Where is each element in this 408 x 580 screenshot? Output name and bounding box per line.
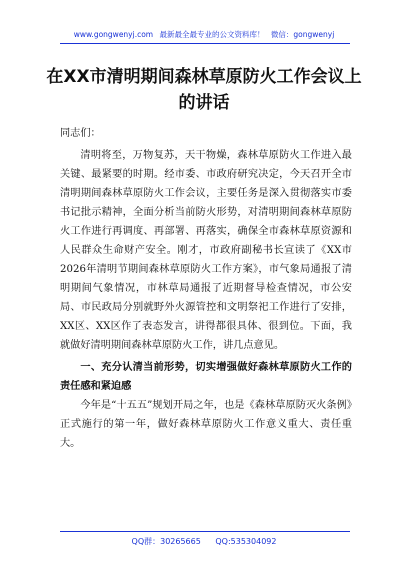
document-body	[60, 124, 352, 453]
header-wechat: 微信：gongwenyj	[270, 30, 335, 39]
footer-qq-group: QQ群：30265665	[131, 537, 201, 546]
header-slogan: 最新最全最专业的公文资料库！	[159, 30, 265, 39]
footer-qq: QQ:535304092	[215, 537, 277, 546]
header-divider	[60, 43, 350, 44]
footer-divider	[60, 531, 350, 532]
document-title: 在XX市清明期间森林草原防火工作会议上的讲话	[46, 67, 362, 113]
paragraph-1: 清明将至，万物复苏，天干物燥，森林草原防火工作进入最关键、最紧要的时期。经市委、市政府研究决定，今天召开全市清明期间森林草原防火工作会议，主要任务是深入贯彻落实市委书记批示精神，全面分析当前防火形势，对清明期间森林草原防火工作进行再调度、再部署、再落实，确保全市森林草原资源和人民群众生命财产安全。刚才，市政府副秘书长宣读了《XX市2026年清明节期间森林草原防火工作方案》，市气象局通报了清明期间气象情况，市林草局通报了近期督导检查情况，市公安局、市民政局分别就野外火源管控和文明祭祀工作进行了安排，XX区、XX区作了表态发言，讲得都很具体、很到位。下面，我就做好清明期间森林草原防火工作，讲几点意见。	[60, 150, 352, 351]
salutation: 同志们：	[60, 128, 101, 139]
header-site-link[interactable]: www.gongwenyj.com	[73, 30, 154, 39]
page-header	[0, 29, 408, 40]
page-footer	[0, 536, 408, 547]
paragraph-2: 今年是“十五五”规划开局之年，也是《森林草原防灭火条例》正式施行的第一年，做好森林草原防火工作意义重大、责任重大。	[60, 400, 352, 449]
section-heading-1: 一、充分认清当前形势，切实增强做好森林草原防火工作的责任感和紧迫感	[60, 362, 352, 392]
